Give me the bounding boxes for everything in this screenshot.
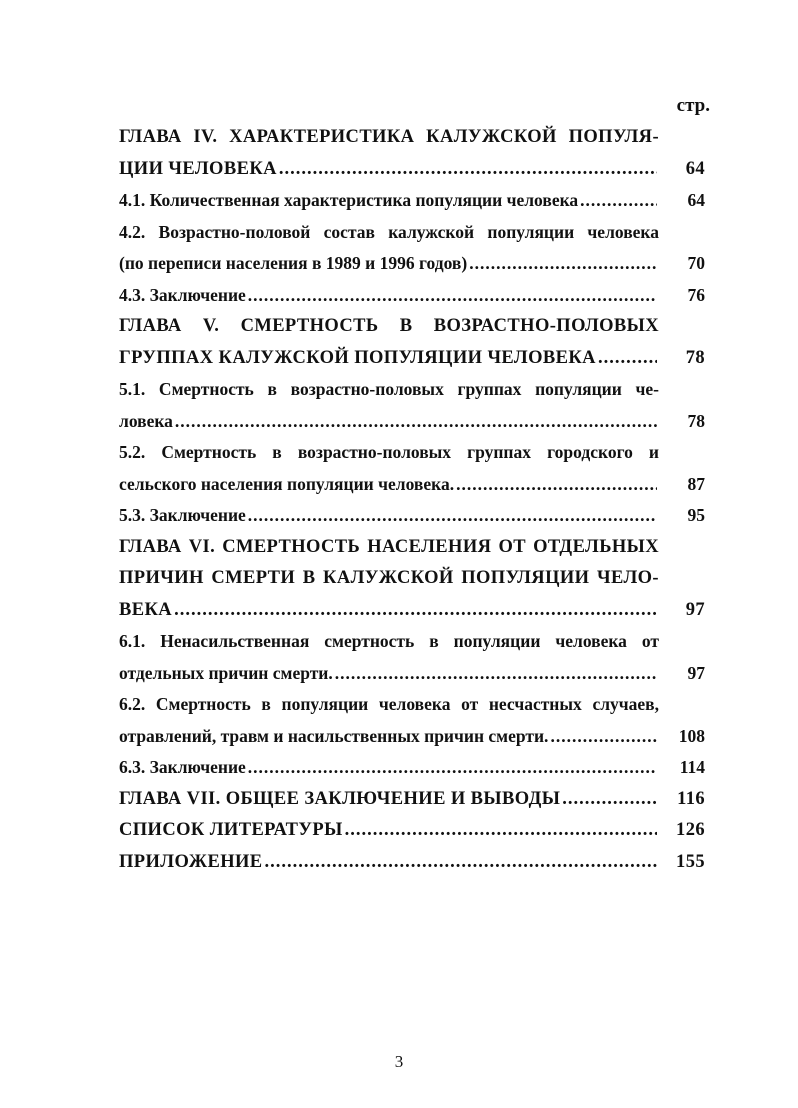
toc-entry-chapter-4[interactable] [119, 122, 705, 185]
page-number-footer: 3 [394, 1052, 404, 1071]
toc-entry-title-line: (по переписи населения в 1989 и 1996 годов) [119, 253, 468, 273]
dot-leader [550, 721, 657, 753]
toc-page-number: 78 [687, 410, 705, 431]
dot-leader [248, 280, 657, 312]
toc-entry-title-line: ВЕКА [119, 599, 173, 620]
toc-page-number: 95 [687, 505, 705, 525]
dot-leader [175, 406, 657, 438]
dot-leader [248, 752, 657, 784]
toc-entry-title-line: ГРУППАХ КАЛУЖСКОЙ ПОПУЛЯЦИИ ЧЕЛОВЕКА [119, 347, 596, 368]
toc-page-number: 78 [685, 347, 705, 368]
toc-entry-section-6-3[interactable] [119, 752, 705, 784]
dot-leader [345, 815, 657, 847]
page-column-label: стр. [676, 95, 710, 116]
toc-entry-title-line: 5.2. Смертность в возрастно-половых группах городского и [119, 442, 659, 462]
toc-entry-section-4-2[interactable] [119, 217, 705, 280]
toc-entry-title-line: ГЛАВА IV. ХАРАКТЕРИСТИКА КАЛУЖСКОЙ ПОПУЛЯ- [119, 127, 659, 147]
toc-page-number: 108 [678, 725, 705, 746]
toc-page-number: 97 [685, 599, 705, 620]
toc-entry-title-line: ЦИИ ЧЕЛОВЕКА [119, 158, 277, 179]
toc-entry-section-5-2[interactable] [119, 437, 705, 500]
toc-entry-title-line: отравлений, травм и насильственных причин смерти. [119, 725, 549, 746]
toc-page-number: 64 [687, 190, 705, 210]
dot-leader [469, 248, 657, 280]
toc-page-number: 70 [687, 253, 705, 273]
toc-page-number: 76 [687, 284, 705, 305]
toc-entry-title-line: 4.2. Возрастно-половой состав калужской популяции человека [119, 221, 659, 242]
dot-leader [335, 658, 657, 690]
toc-entry-title: ГЛАВА VII. ОБЩЕЕ ЗАКЛЮЧЕНИЕ И ВЫВОДЫ [119, 788, 561, 809]
toc-entry-title-line: 5.1. Смертность в возрастно-половых группах популяции че- [119, 379, 659, 399]
toc-entry-references[interactable] [119, 815, 705, 847]
dot-leader [598, 343, 657, 375]
toc-entry-section-6-1[interactable] [119, 626, 705, 689]
toc-entry-title-line: ГЛАВА VI. СМЕРТНОСТЬ НАСЕЛЕНИЯ ОТ ОТДЕЛЬНЫХ [119, 536, 659, 557]
toc-entry-section-5-3[interactable] [119, 500, 705, 532]
toc-page-number: 126 [676, 820, 705, 840]
toc-page-number: 97 [687, 662, 705, 683]
dot-leader [279, 154, 657, 186]
toc-entry-section-6-2[interactable] [119, 689, 705, 752]
toc-entry-chapter-6[interactable] [119, 532, 705, 627]
toc-entry-title: 6.3. Заключение [119, 757, 246, 777]
toc-entry-section-5-1[interactable] [119, 374, 705, 437]
toc-entry-title: ПРИЛОЖЕНИЕ [119, 851, 263, 872]
toc-entry-title-line: 6.1. Ненасильственная смертность в популяции человека от [119, 631, 659, 651]
toc-entry-title-line: ГЛАВА V. СМЕРТНОСТЬ В ВОЗРАСТНО-ПОЛОВЫХ [119, 316, 659, 336]
dot-leader [562, 784, 657, 816]
toc-entry-title: СПИСОК ЛИТЕРАТУРЫ [119, 820, 343, 840]
toc-entry-title-line: 6.2. Смертность в популяции человека от несчастных случаев, [119, 694, 659, 714]
toc-entry-section-4-1[interactable] [119, 185, 705, 217]
toc-entry-title-line: отдельных причин смерти. [119, 662, 333, 683]
toc-page-number: 116 [677, 788, 705, 809]
toc-entry-section-4-3[interactable] [119, 280, 705, 312]
toc-entry-title-line: ПРИЧИН СМЕРТИ В КАЛУЖСКОЙ ПОПУЛЯЦИИ ЧЕЛО- [119, 568, 659, 588]
dot-leader [248, 500, 657, 532]
toc-entry-appendix[interactable] [119, 847, 705, 879]
toc-entry-title: 5.3. Заключение [119, 505, 246, 525]
table-of-contents [119, 122, 705, 878]
toc-page-number: 114 [679, 757, 705, 777]
dot-leader [265, 847, 657, 879]
dot-leader [174, 595, 657, 627]
toc-page-number: 87 [687, 473, 705, 494]
dot-leader [456, 469, 657, 501]
toc-entry-chapter-5[interactable] [119, 311, 705, 374]
toc-page-number: 64 [685, 158, 705, 179]
toc-entry-title: 4.1. Количественная характеристика популяции человека [119, 190, 579, 210]
toc-page-number: 155 [676, 851, 705, 872]
toc-entry-title: 4.3. Заключение [119, 284, 246, 305]
dot-leader [580, 185, 657, 217]
toc-entry-title-line: сельского населения популяции человека. [119, 473, 455, 494]
toc-entry-chapter-7[interactable] [119, 784, 705, 816]
toc-entry-title-line: ловека [119, 410, 173, 431]
